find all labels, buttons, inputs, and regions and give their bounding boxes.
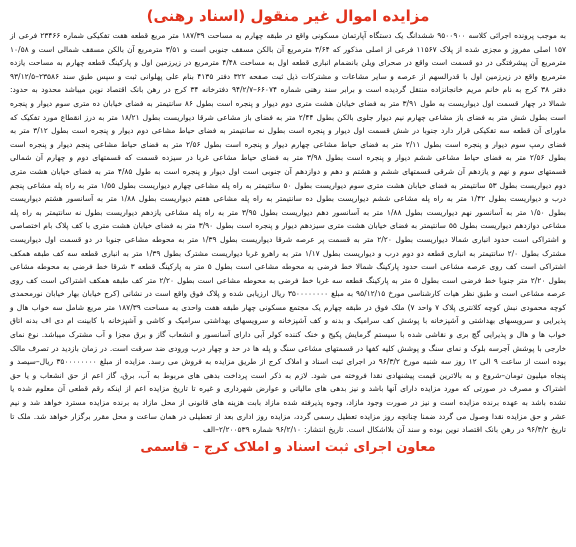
notice-title: مزایده اموال غیر منقول (اسناد رهنی) bbox=[146, 7, 430, 25]
notice-body: به موجب پرونده اجرائی کلاسه ۹۵۰۰۹۰۰ ششدانگ یک دستگاه آپارتمان مسکونی واقع در طبقه چهارم به مساحت ۱۸۷/۳۹ متر مربع قطعه هفت تفکیکی شماره ۲۳۴۶۶ فرعی از ۱۵۷ اصلی مفروز و مجزی شده از پلاک ۱۱۵۶۷ فرعی از اصلی مذکور که ۳/۶۴ مترمربع آن بالکن مسقف جنوبی است و ۳/۵۱ مترمربع آن بالکن مسقف شمالی است و ۱۰/۵۸ مترمربع آن پیشرفتگی در دو قسمت است واقع در صحرای ویلن بانضمام انباری قطعه اول به مساحت ۴/۴۸ مترمربع در زیرزمین اول و پارکینگ قطعه چهارم به مساحت یازده مترمربع واقع در زیرزمین اول با قدرالسهم از عرصه و سایر مشاعات و مشترکات ذیل ثبت صفحه ۳۲۲ دفتر ۴۱۳۵ بنام علی پهلوانی ثبت و سپس طبق سند ۲۳۵۸۶–۹۳/۱۲/۵ دفتر ۳۸ کرج به نام خانم مریم خانجانزاده منتقل گردیده است و برابر سند رهنی شماره ۶۶۰۷۴–۹۴/۲/۷ دفترخانه ۳۴ کرج در رهن بانک اقتصاد نوین میباشد محدود به حدود: شمالا در چهار قسمت اول دیواریست به طول ۳/۹۱ متر به فضای خیابان هشت متری دوم دیوار و پنجره است بطول ۸۶ سانتیمتر به فضای خیابان ده متری سوم دیوار و پنجره است بطول شش متر به فضای باز مشاعی چهارم نیم دیوار جلوی بالکن بطول ۲/۴۴ متر به فضای باز مشاعی شرقا دیواریست بطول ۱۸/۲۱ متر به درز انقطاع مورد تفکیک که ماورای آن قطعه سه تفکیکی قرار دارد جنوبا در شش قسمت اول دیوار و پنجره است بطول نه سانتیمتر به فضای حیاط مشاعی دوم دیوار و پنجره است بطول ۳/۱۲ متر به فضای رمپ سوم دیوار و پنجره است بطول ۲/۱۱ متر به فضای حیاط مشاعی چهارم دیوار و پنجره است بطول ۲/۵۶ متر به فضای حیاط مشاعی پنجم دیوار و پنجره است بطول ۲/۵۶ متر به فضای حیاط مشاعی ششم دیوار و پنجره است بطول ۳/۹۸ متر به فضای حیاط مشاعی غربا در سیزده قسمت که قسمتهای دوم و چهارم آن شمالی قسمتهای سوم و نهم و یازدهم آن شرقی قسمتهای ششم و هشتم و دهم و دوازدهم آن جنوبی است اول دیوار و پنجره است به طول ۴/۸۵ متر به فضای خیابان هشت متری دوم دیواریست بطول ۵۳ سانتیمتر به فضای خیابان هشت متری سوم دیواریست بطول ۵۰ سانتیمتر به راه پله مشاعی چهارم دیواریست بطول ۱/۵۵ متر به راه پله مشاعی پنجم درب و دیواریست بطول ۱/۴۲ متر به راه پله مشاعی ششم دیواریست بطول ده سانتیمتر به راه پله مشاعی هفتم دیواریست بطول ۱/۸۸ متر به آسانسور هشتم دیواریست بطول ۱/۵۰ متر به آسانسور نهم دیواریست بطول ۱/۸۸ متر به آسانسور دهم دیواریست بطول ۳/۹۵ متر به راه پله مشاعی یازدهم دیواریست بطول نه سانتیمتر به راه پله مشاعی دوازدهم دیواریست بطول ۵۵ سانتیمتر به فضای خیابان هشت متری سیزدهم دیوار و پنجره است بطول ۳/۹۰ متر به فضای خیابان هشت متری با کف پلاک بام اختصاصی و اشتراکی است حدود انباری شمالا دیواریست بطول ۲/۲۰ متر به قسمت پر عرصه شرقا دیواریست بطول ۱/۳۹ متر به محوطه مشاعی جنوبا در دو قسمت اول دیواریست مشترک بطول ۲/۰ سانتیمتر به انباری قطعه دو دوم درب و دیواریست بطول ۱/۱۷ متر به راهرو غربا دیواریست مشترک بطول ۱/۳۹ متر به انباری قطعه سه کف طبقه همکف اشتراکی است کف روی عرصه مشاعی است حدود پارکینگ شمالا خط فرضی به محوطه مشاعی است بطول ۵ متر به پارکینگ قطعه ۳ شرقا خط فرضی به محوطه مشاعی بطول ۲/۲۰ متر جنوبا خط فرضی است بطول ۵ متر به پارکینگ قطعه سه غربا خط فرضی به محوطه مشاعی است بطول ۲/۲۰ متر کف طبقه همکف اشتراکی است کف روی عرصه مشاعی است و طبق نظر هیات کارشناسی مورخ ۹۵/۱۲/۱۵ به مبلغ ۳۵۰۰۰۰۰۰۰۰ ریال ارزیابی شده و پلاک فوق واقع است در نشانی (کرج خیابان بهار خیابان نورمحمدی کوچه محمودی نبش کوچه کلانتری پلاک ۷ واحد ۷) ملک فوق در طبقه چهارم یک مجتمع مسکونی چهار طبقه هفت واحدی به مساحت ۱۸۷/۳۹ متر مربع شامل سه خواب هال و پذیرایی و سرویسهای بهداشتی و آشپزخانه با پوشش کف سرامیک و بدنه و کف آشپزخانه و سرویسهای بهداشتی سرامیک و کاشی و آشپزخانه با کابینت ام دی اف بدنه اتاق خواب ها و هال و پذیرایی گچ بری و نقاشی شده با سیستم گرمایش پکیج و خنک کننده کولر آبی دارای آسانسور و انشعاب گاز و برق مجزا و آب مشترک میباشد. نوع نمای خارجی با پوشش آجرسه بلوک و نمای سنگ و پوشش کلیه کفها در قسمتهای مشاعی سنگ و پله ها در حد و چهار درب ورودی ضد سرقت است. در زمان بازدید در تصرف مالک بوده است از ساعت ۹ الی ۱۲ روز سه شنبه مورخ ۹۶/۳/۲ در اجرای ثبت اسناد و املاک کرج از طریق مزایده به فروش می رسد. مزایده از مبلغ ۳۵۰۰۰۰۰۰۰۰ ریال–سیصد و پنجاه میلیون تومان–شروع و به بالاترین قیمت پیشنهادی نقدا فروخته می شود. لازم به ذکر است پرداخت بدهی های مربوط به آب، برق، گاز اعم از حق انشعاب و یا حق اشتراک و مصرف در صورتی که مورد مزایده دارای آنها باشد و نیز بدهی های مالیاتی و عوارض شهرداری و غیره تا تاریخ مزایده اعم از اینکه رقم قطعی آن معلوم شده یا نشده باشد به عهده برنده مزایده است و نیز در صورت وجود مازاد، وجوه پذیرفته شده مازاد بابت هزینه های قانونی از محل مازاد به برنده مزایده مسترد خواهد شد و نیم عشر و حق مزایده نقدا وصول می گردد ضمنا چنانچه روز مزایده تعطیل رسمی گردد، مزایده روز اداری بعد از تعطیلی در همان ساعت و محل مقرر برگزار خواهد شد. ملک تا تاریخ ۹۶/۳/۲ در رهن بانک اقتصاد نوین بوده و سند آن بلااشکال است. تاریخ انتشار: ۹۶/۲/۱۰ شماره ۲/۲۰۰۵۳۹–الف bbox=[10, 31, 567, 435]
notice-signature: معاون اجرای ثبت اسناد و املاک کرج – قاسمی bbox=[140, 439, 436, 455]
